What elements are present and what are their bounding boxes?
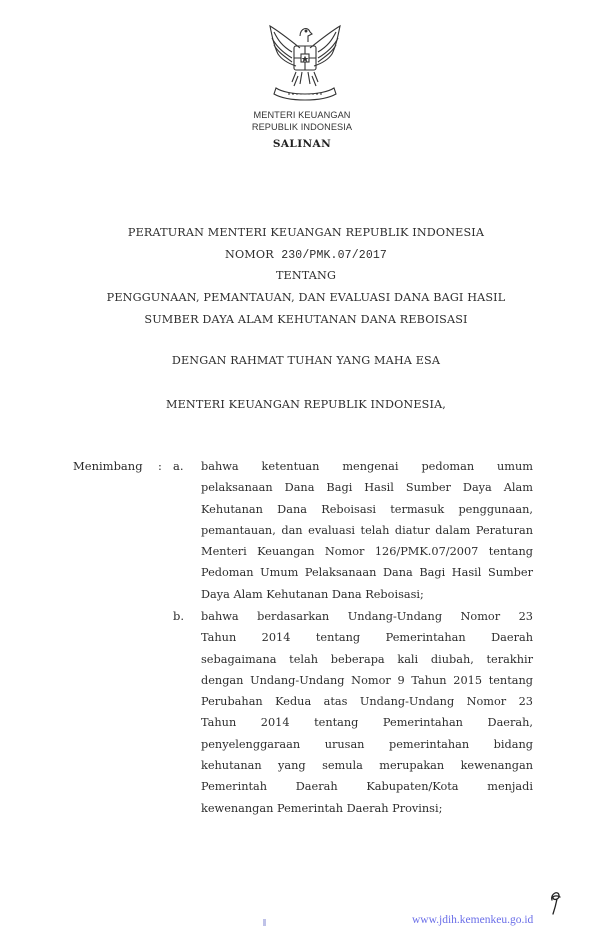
text-line: pelaksanaan Dana Bagi Hasil Sumber Daya Alam [201, 481, 533, 495]
text-line: Tahun 2014 tentang Pemerintahan Daerah [201, 631, 533, 645]
text-line: Perubahan Kedua atas Undang-Undang Nomor 23 [201, 695, 533, 709]
text-line: Kehutanan Dana Reboisasi termasuk penggunaan, [201, 502, 533, 516]
garuda-emblem-icon [262, 18, 348, 108]
paraf-signature-icon [548, 890, 564, 916]
menimbang-colon: : [158, 459, 162, 473]
text-line: Pemerintah Daerah Kabupaten/Kota menjadi [201, 780, 533, 794]
subject-line-2: SUMBER DAYA ALAM KEHUTANAN DANA REBOISASI [144, 313, 468, 326]
text-line: dengan Undang-Undang Nomor 9 Tahun 2015 tentang [201, 673, 533, 687]
regulation-number [0, 248, 612, 262]
text-line: Menteri Keuangan Nomor 126/PMK.07/2007 tentang [201, 545, 533, 559]
consideration-a [201, 456, 533, 605]
regulation-title: PERATURAN MENTERI KEUANGAN REPUBLIK INDONESIA [127, 226, 485, 239]
tentang-heading: TENTANG [275, 269, 337, 282]
scan-speck [263, 919, 266, 926]
item-letter-b: b. [173, 609, 185, 623]
text-line: Pedoman Umum Pelaksanaan Dana Bagi Hasil Sumber [201, 566, 533, 580]
letterhead-line-1: MENTERI KEUANGAN [253, 110, 351, 120]
text-line: pemantauan, dan evaluasi telah diatur dalam Peraturan [201, 523, 533, 537]
text-line: bahwa berdasarkan Undang-Undang Nomor 23 [201, 610, 533, 623]
text-line: kewenangan Pemerintah Daerah Provinsi; [201, 801, 443, 815]
item-letter-a: a. [173, 459, 184, 473]
consideration-b [201, 606, 533, 819]
letterhead-line-2: REPUBLIK INDONESIA [251, 122, 353, 132]
issuer: MENTERI KEUANGAN REPUBLIK INDONESIA, [165, 398, 447, 411]
text-line: Daya Alam Kehutanan Dana Reboisasi; [201, 587, 424, 601]
subject-line-1: PENGGUNAAN, PEMANTAUAN, DAN EVALUASI DANA BAGI HASIL [106, 291, 506, 304]
invocation: DENGAN RAHMAT TUHAN YANG MAHA ESA [171, 354, 441, 367]
nomor-label: NOMOR [225, 248, 274, 261]
menimbang-label: Menimbang [73, 459, 143, 473]
salinan-stamp: SALINAN [272, 138, 332, 150]
text-line: kehutanan yang semula merupakan kewenangan [201, 759, 533, 773]
text-line: Tahun 2014 tentang Pemerintahan Daerah, [201, 716, 533, 730]
footer-website-link[interactable]: www.jdih.kemenkeu.go.id [412, 914, 534, 926]
nomor-value: 230/PMK.07/2017 [281, 249, 387, 262]
text-line: penyelenggaraan urusan pemerintahan bidang [201, 737, 533, 751]
text-line: sebagaimana telah beberapa kali diubah, terakhir [201, 652, 533, 666]
text-line: bahwa ketentuan mengenai pedoman umum [201, 460, 533, 473]
